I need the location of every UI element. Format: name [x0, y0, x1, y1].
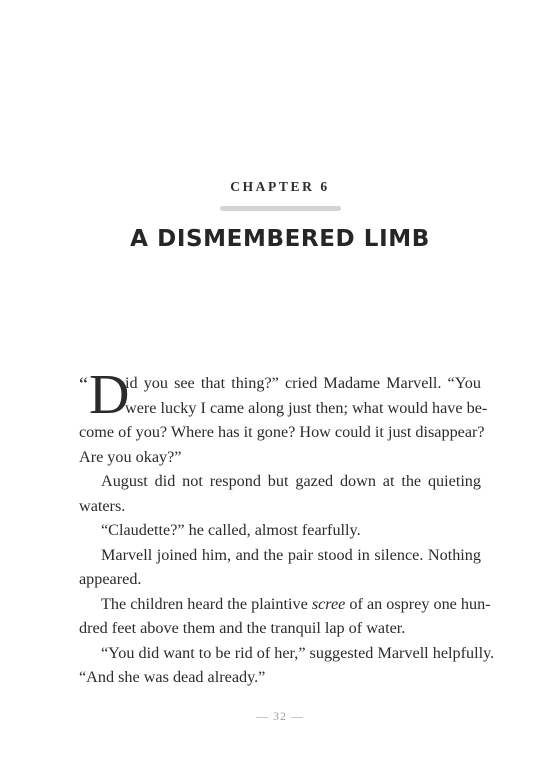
paragraph-line: appeared. — [79, 570, 142, 588]
paragraph-line — [79, 592, 491, 617]
paragraph-line: dred feet above them and the tranquil lap of water. — [79, 619, 406, 637]
dropcap-open-quote: “ — [79, 374, 88, 396]
chapter-title: A DISMEMBERED LIMB — [130, 226, 430, 252]
paragraph-line: “You did want to be rid of her,” suggested Marvell helpfully. — [101, 643, 495, 662]
paragraph-line: id you see that thing?” cried Madame Marvell. “You — [125, 374, 481, 392]
paragraph-line: Marvell joined him, and the pair stood in silence. Nothing — [101, 545, 481, 564]
paragraph-line: Are you okay?” — [79, 447, 182, 466]
italic-word: scree — [311, 594, 346, 613]
line-segment: of an osprey one hun- — [345, 594, 491, 613]
chapter-label: CHAPTER 6 — [230, 179, 330, 194]
paragraph-line: were lucky I came along just then; what would have be- — [125, 398, 488, 417]
chapter-divider — [220, 206, 341, 211]
paragraph-line: “Claudette?” he called, almost fearfully. — [101, 521, 361, 539]
body-text — [79, 364, 495, 690]
dropcap-letter: D — [89, 364, 130, 426]
paragraph-line: come of you? Where has it gone? How could it just disappear? — [79, 423, 485, 441]
paragraph-line: waters. — [79, 496, 126, 515]
line-segment: The children heard the plaintive — [101, 594, 312, 613]
paragraph-line: “And she was dead already.” — [79, 668, 266, 686]
page-number: — 32 — — [256, 709, 304, 723]
paragraph-line: August did not respond but gazed down at the quieting — [101, 472, 481, 490]
